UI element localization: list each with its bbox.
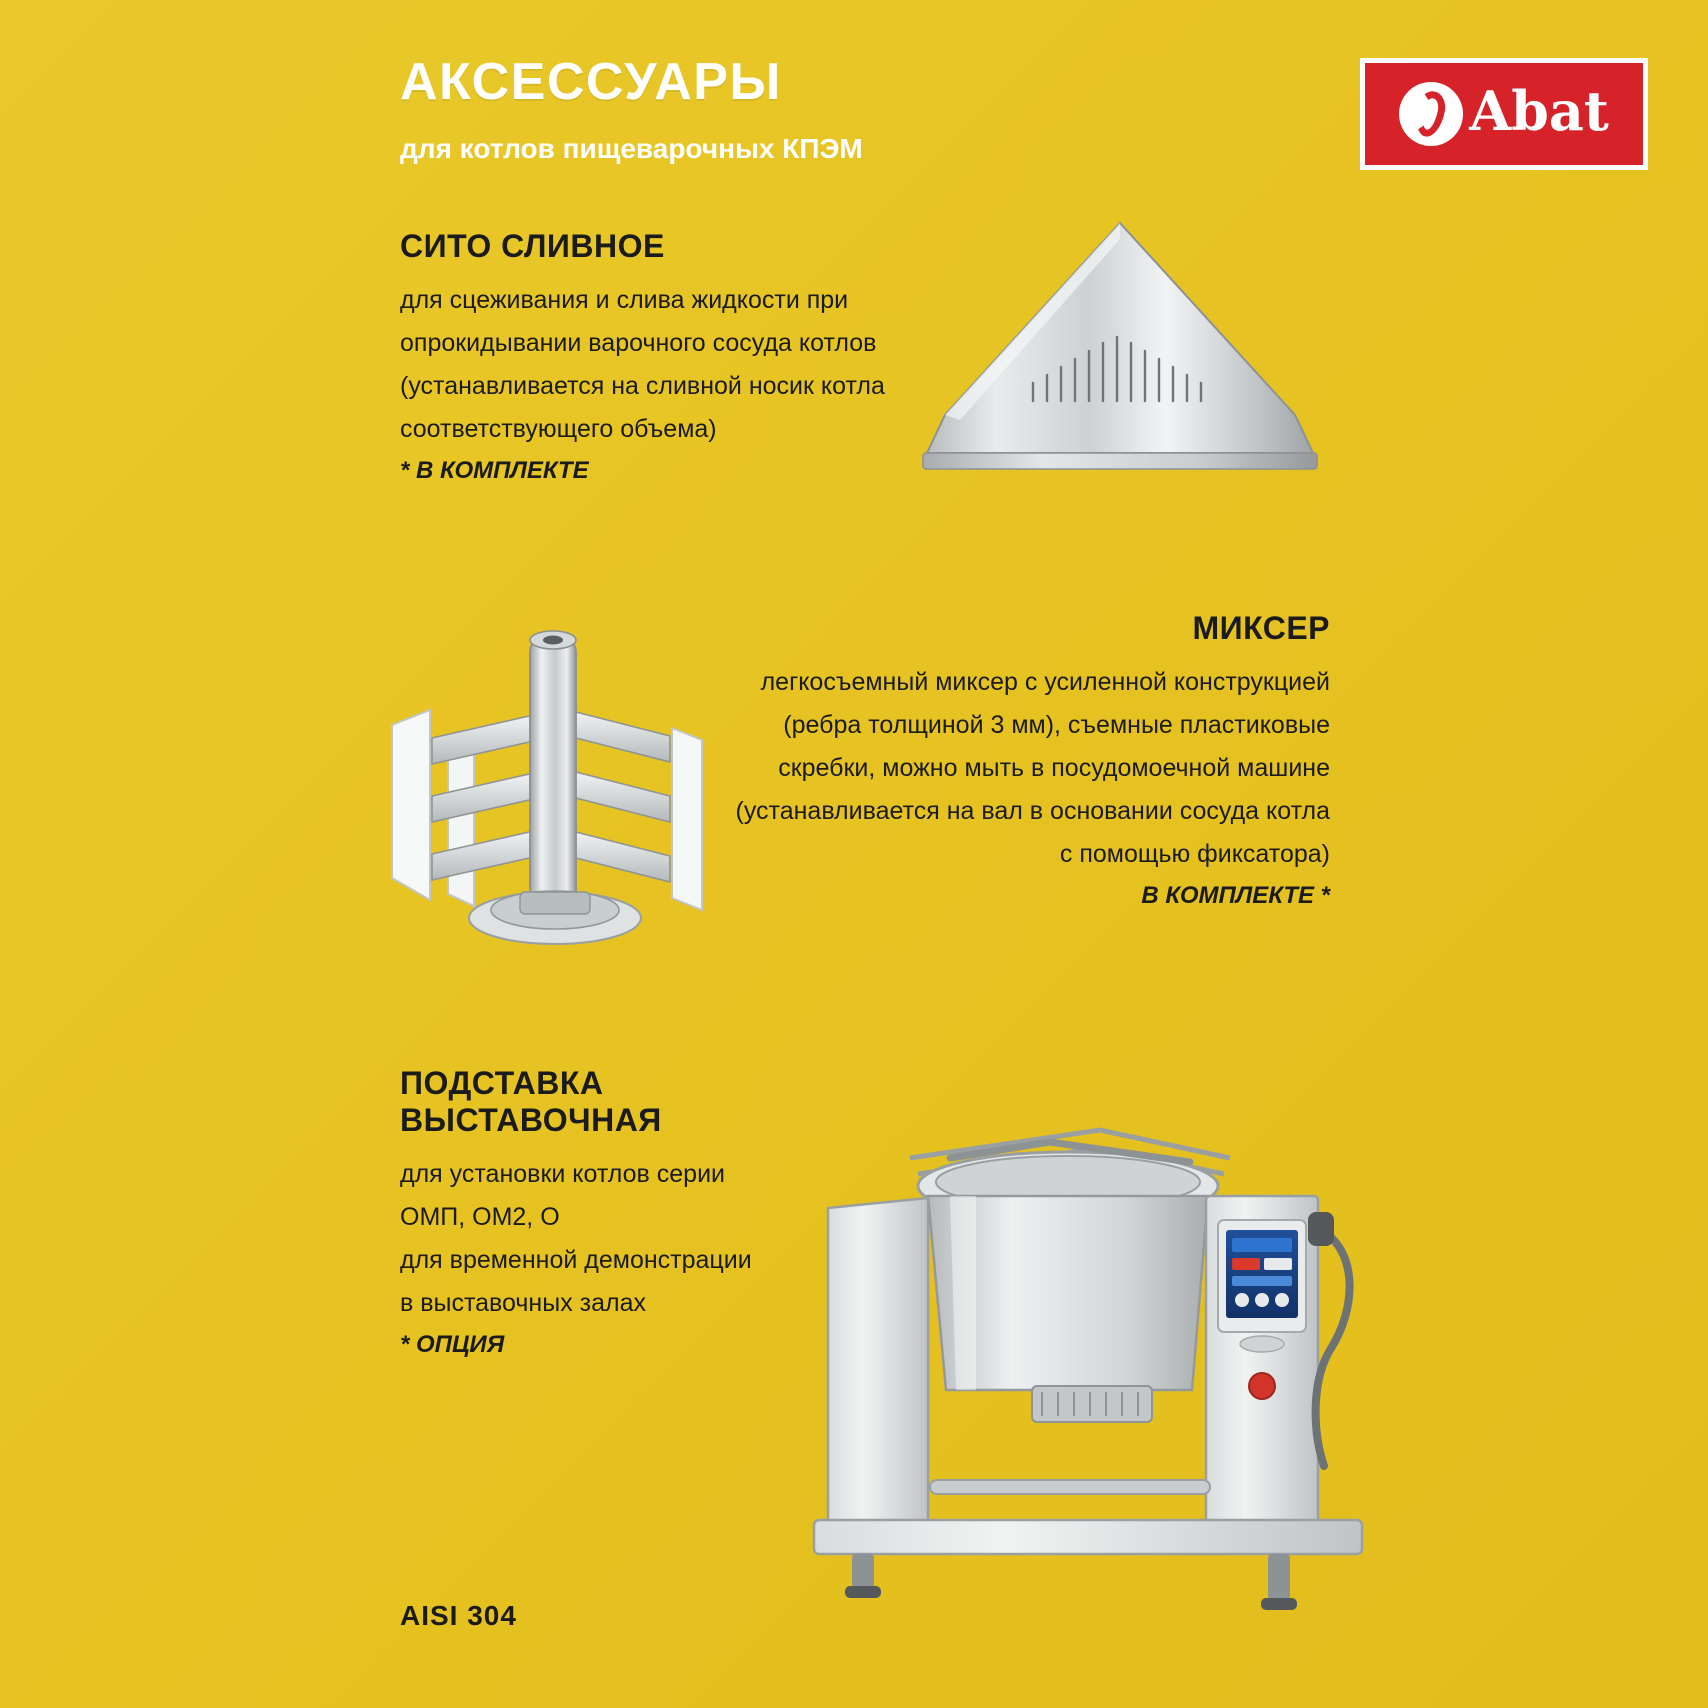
abat-flame-logo-icon — [1399, 82, 1463, 146]
section-podstavka-description-2: ОМП, ОМ2, О — [400, 1203, 560, 1231]
section-sito — [400, 228, 920, 485]
section-sito-description: для сцеживания и слива жидкости при опрокидывании варочного сосуда котлов (устанавливается на сливной носик котла соответствующего объема) — [400, 286, 885, 443]
mixer-photo — [370, 610, 750, 980]
section-sito-title: СИТО СЛИВНОЕ — [400, 228, 665, 264]
page-title: АКСЕССУАРЫ — [400, 53, 782, 111]
page-subtitle: для котлов пищеварочных КПЭМ — [400, 132, 863, 164]
section-mikser — [735, 610, 1330, 910]
section-podstavka-title: ПОДСТАВКА ВЫСТАВОЧНАЯ — [400, 1065, 662, 1138]
section-mikser-title: МИКСЕР — [1192, 610, 1330, 646]
section-mikser-description: легкосъемный миксер с усиленной конструкцией (ребра толщиной 3 мм), съемные пластиковые скребки, можно мыть в посудомоечной машине (устанавливается на вал в основании сосуда котла с помощью фиксатора) — [735, 668, 1330, 868]
section-sito-note: * В КОМПЛЕКТЕ — [400, 457, 589, 484]
section-podstavka-note: * ОПЦИЯ — [400, 1331, 505, 1358]
abat-logo — [1360, 58, 1648, 170]
section-podstavka-description-1: для установки котлов серии — [400, 1160, 725, 1188]
drain-sieve-photo — [905, 215, 1335, 535]
exhibition-stand-photo — [800, 1100, 1400, 1630]
section-mikser-note: В КОМПЛЕКТЕ * — [1141, 882, 1330, 909]
section-podstavka-description-4: в выставочных залах — [400, 1289, 647, 1317]
logo-label: Abat — [1469, 79, 1609, 143]
material-code: AISI 304 — [400, 1600, 517, 1631]
section-podstavka-description-3: для временной демонстрации — [400, 1246, 752, 1274]
